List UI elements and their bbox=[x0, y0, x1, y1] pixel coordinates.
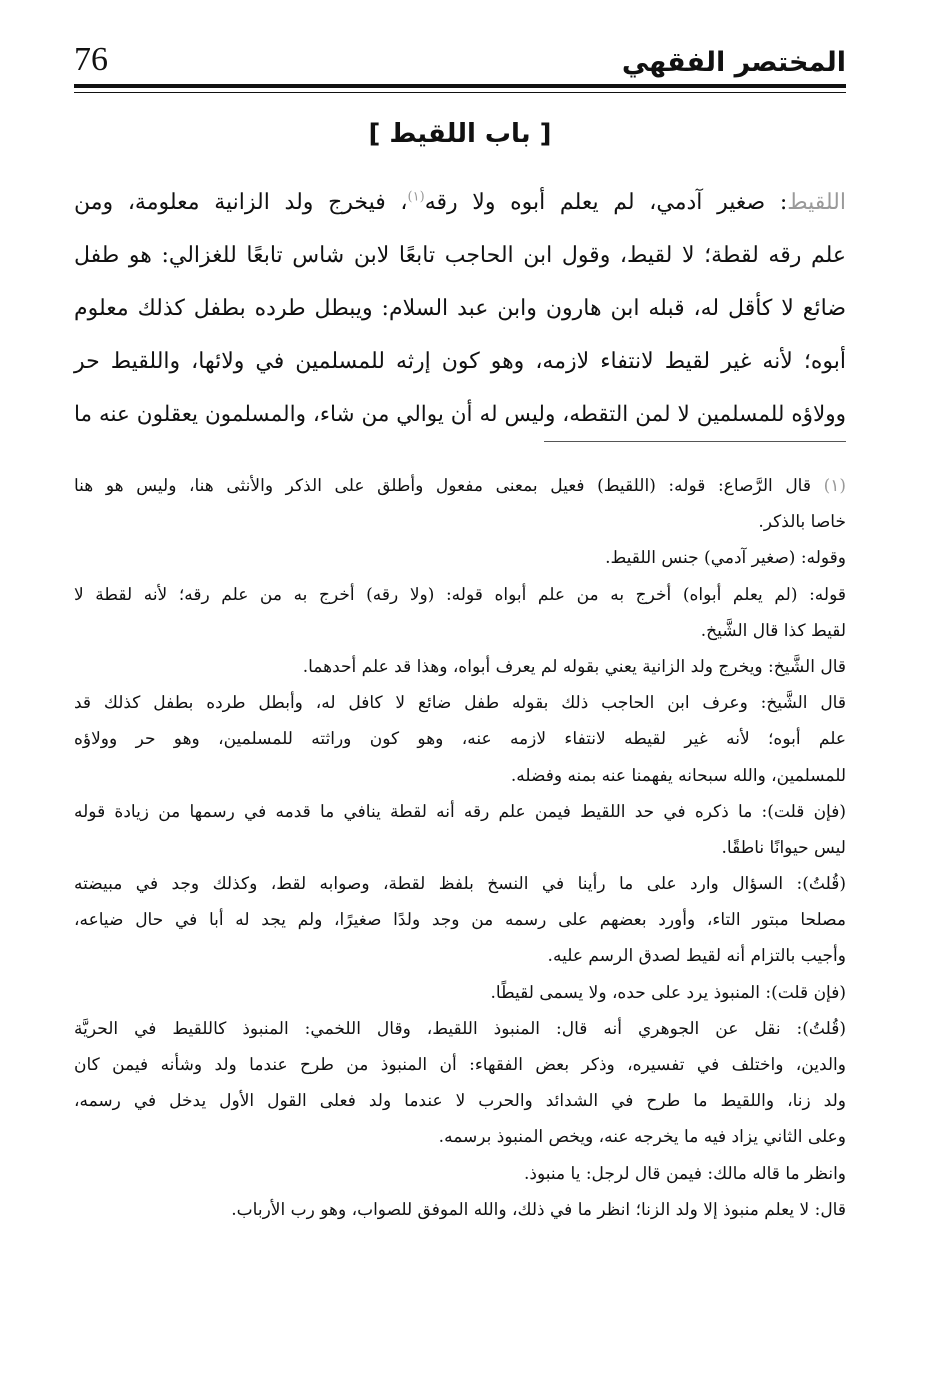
chapter-title: [ باب اللقيط ] bbox=[368, 119, 552, 149]
lead-word: اللقيط bbox=[787, 190, 846, 215]
footnote-line-11: ليس حيوانًا ناطقًا. bbox=[721, 837, 846, 858]
page-number: 76 bbox=[74, 41, 108, 78]
footnote-reference[interactable]: (١) bbox=[407, 189, 425, 205]
main-text bbox=[74, 176, 846, 441]
header-rule-thick bbox=[74, 84, 846, 88]
footnote-line-15: (فإن قلت): المنبوذ يرد على حده، ولا يسمى لقيطًا. bbox=[490, 982, 846, 1003]
footnote-line-12: (قُلتُ): السؤال وارد على ما رأينا في النسخ بلفظ لقطة، وصوابه لقط، وكذلك وجد في مبيضته bbox=[74, 874, 846, 895]
main-line-1-end: ، فيخرج ولد الزانية معلومة، ومن bbox=[74, 190, 408, 215]
footnote-line-2: خاصا بالذكر. bbox=[758, 512, 846, 533]
main-line-1-text: : صغير آدمي، لم يعلم أبوه ولا رقه bbox=[424, 190, 788, 215]
footnote-line-17: والدين، واختلف في تفسيره، وذكر بعض الفقهاء: أن المنبوذ من طرح عندما ولد وشأنه فيمن كان bbox=[74, 1055, 846, 1075]
main-line-5: وولاؤه للمسلمين لا لمن التقطه، وليس له أن يوالي من شاء، والمسلمون يعقلون عنه ما bbox=[74, 402, 846, 427]
footnote-line-7: قال الشَّيخ: وعرف ابن الحاجب ذلك بقوله طفل ضائع لا كافل له، وأبطل طرده بطفل كذلك قد bbox=[74, 693, 846, 714]
footnote-line-1: (١) قال الرَّصاع: قوله: (اللقيط) فعيل بمعنى مفعول وأطلق على الذكر والأنثى هنا، وليس هو هنا bbox=[74, 476, 846, 496]
main-line-3: ضائع لا كأقل له، قبله ابن هارون وابن عبد السلام: ويبطل طرده بطفل كذلك معلوم bbox=[74, 296, 846, 321]
footnote-line-9: للمسلمين، والله سبحانه يفهمنا عنه بمنه وفضله. bbox=[510, 765, 846, 786]
footnotes bbox=[74, 468, 846, 1228]
footnote-line-21: قال: لا يعلم منبوذ إلا ولد الزنا؛ انظر ما في ذلك، والله الموفق للصواب، وهو رب الأرباب. bbox=[231, 1199, 846, 1220]
main-line-4: أبوه؛ لأنه غير لقيط لانتفاء لازمه، وهو كون إرثه للمسلمين في ولائها، واللقيط حر bbox=[74, 349, 846, 374]
footnote-line-3: وقوله: (صغير آدمي) جنس اللقيط. bbox=[605, 548, 846, 569]
footnote-line-4: قوله: (لم يعلم أبواه) أخرج به من علم أبواه قوله: (ولا رقه) أخرج به من علم رقه؛ لأنه لقطة لا bbox=[74, 584, 846, 605]
main-line-2: علم رقه لقطة؛ لا لقيط، وقول ابن الحاجب تابعًا لابن شاس تابعًا للغزالي: هو طفل bbox=[74, 243, 846, 268]
main-line-1 bbox=[74, 176, 846, 229]
footnote-line-5: لقيط كذا قال الشَّيخ. bbox=[700, 620, 846, 641]
footnote-separator bbox=[544, 441, 846, 442]
footnote-line-16: (قُلتُ): نقل عن الجوهري أنه قال: المنبوذ اللقيط، وقال اللخمي: المنبوذ كاللقيط في الحريَّة bbox=[74, 1018, 846, 1039]
page-header bbox=[74, 36, 846, 96]
footnote-line-19: وعلى الثاني يزاد فيه ما يخرجه عنه، ويخص المنبوذ برسمه. bbox=[438, 1127, 846, 1148]
footnote-line-10: (فإن قلت): ما ذكره في حد اللقيط فيمن علم رقه أنه لقطة ينافي ما قدمه في رسمها من زيادة قوله bbox=[74, 801, 846, 822]
footnote-line-13: مصلحا مبتور التاء، وأورد بعضهم على رسمه من وجد ولدًا صغيرًا، ولم يجد له أبا في حال ضياعه، bbox=[74, 910, 846, 931]
header-rule-thin bbox=[74, 92, 846, 93]
footnote-line-6: قال الشَّيخ: ويخرج ولد الزانية يعني بقوله لم يعرف أبواه، وهذا قد علم أحدهما. bbox=[302, 656, 846, 677]
footnote-line-18: ولد زنا، واللقيط ما طرح في الشدائد والحرب لا عندما ولد فعلى القول الأول يدخل في رسمه، bbox=[74, 1091, 846, 1112]
footnote-line-8: علم أبوه؛ لأنه غير لقيطه لانتفاء لازمه عنه، وهو كون وراثته للمسلمين، وهو حر وولاؤه bbox=[74, 729, 846, 750]
running-title: المختصر الفقهي bbox=[621, 47, 846, 78]
footnote-line-20: وانظر ما قاله مالك: فيمن قال لرجل: يا منبوذ. bbox=[523, 1163, 846, 1184]
footnote-line-14: وأجيب بالتزام أنه لقيط لصدق الرسم عليه. bbox=[547, 946, 846, 967]
footnote-mark: (١) bbox=[823, 476, 846, 496]
